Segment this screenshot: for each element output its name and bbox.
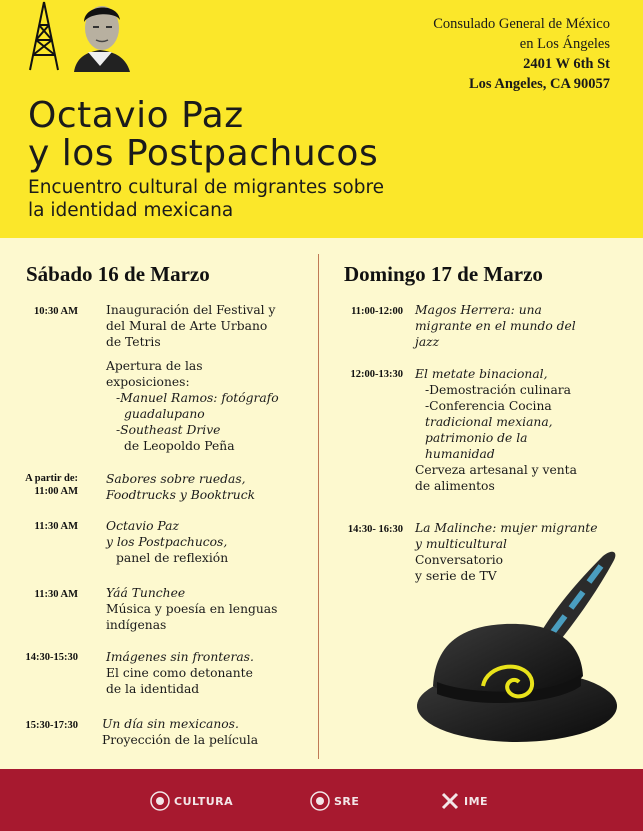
event-line: de Tetris: [106, 335, 161, 349]
event-line: Apertura de las: [106, 359, 203, 373]
octavio-paz-photo: [20, 0, 160, 72]
street-address: 2401 W 6th St: [523, 56, 610, 72]
event-line: de Leopoldo Peña: [124, 439, 235, 453]
event-time: 11:00-12:00: [351, 306, 403, 317]
eagle-seal-icon: [310, 791, 330, 811]
event-line: Yáá Tunchee: [106, 586, 186, 600]
page-subtitle: [28, 176, 384, 222]
event-line: tradicional mexiana,: [425, 415, 553, 429]
portrait-icon: [74, 6, 130, 72]
consulate-address-block: [433, 14, 610, 94]
event-line: -Conferencia Cocina: [425, 399, 552, 413]
eagle-seal-icon: [150, 791, 170, 811]
saturday-heading: Sábado 16 de Marzo: [26, 262, 210, 286]
event-time: 14:30- 16:30: [347, 524, 403, 535]
event-description: [415, 366, 577, 494]
event-line: exposiciones:: [106, 375, 190, 389]
subtitle-line-2: la identidad mexicana: [28, 200, 234, 221]
event-line: y los Postpachucos,: [106, 535, 228, 549]
event-line: y multicultural: [415, 537, 507, 551]
cultura-logo-text: CULTURA: [174, 794, 234, 808]
event-line: jazz: [415, 335, 440, 349]
event-time: 14:30-15:30: [25, 652, 78, 663]
event-line: Cerveza artesanal y venta: [415, 463, 577, 477]
event-line: de alimentos: [415, 479, 495, 493]
ime-mark-icon: [440, 791, 460, 811]
event-line: -Manuel Ramos: fotógrafo: [116, 391, 279, 405]
event-description: [415, 302, 576, 350]
consulate-city: en Los Ángeles: [519, 36, 610, 52]
event-line: migrante en el mundo del: [415, 319, 576, 333]
hat-illustration: [413, 536, 637, 758]
derrick-icon: [30, 2, 58, 70]
event-line: del Mural de Arte Urbano: [106, 319, 268, 333]
event-description: [106, 518, 228, 566]
event-description: [102, 716, 258, 748]
event-line: -Demostración culinara: [425, 383, 572, 397]
event-description: [106, 358, 279, 454]
event-line: Magos Herrera: una: [415, 303, 542, 317]
city-address: Los Angeles, CA 90057: [469, 76, 610, 92]
event-line: y serie de TV: [415, 569, 497, 583]
event-line: El cine como detonante: [106, 666, 253, 680]
event-time: 12:00-13:30: [350, 369, 403, 380]
event-description: [106, 649, 254, 697]
sre-logo-text: SRE: [334, 794, 360, 808]
event-time-line: A partir de:: [25, 473, 78, 484]
event-description: [106, 585, 277, 633]
event-line: Música y poesía en lenguas: [106, 602, 278, 616]
sre-logo: [310, 789, 359, 813]
event-description: [106, 471, 255, 503]
event-line: La Malinche: mujer migrante: [415, 521, 598, 535]
event-line: de la identidad: [106, 682, 200, 696]
event-line: Inauguración del Festival y: [106, 303, 276, 317]
event-line: Foodtrucks y Booktruck: [106, 488, 256, 502]
title-line-2: y los Postpachucos: [28, 133, 379, 174]
header-banner: [0, 0, 643, 238]
event-line: -Southeast Drive: [116, 423, 221, 437]
event-line: indígenas: [106, 618, 167, 632]
event-line: Un día sin mexicanos.: [102, 717, 239, 731]
event-time-line: 11:00 AM: [34, 486, 78, 497]
consulate-name: Consulado General de México: [433, 16, 610, 32]
ime-logo-text: IME: [464, 794, 489, 808]
event-time: 11:30 AM: [34, 521, 78, 532]
footer-bar: [0, 769, 643, 831]
event-line: Conversatorio: [415, 553, 504, 567]
cultura-logo: [150, 789, 233, 813]
title-line-1: Octavio Paz: [28, 95, 244, 136]
event-line: Proyección de la película: [102, 733, 259, 747]
event-line: Imágenes sin fronteras.: [106, 650, 254, 664]
event-time: 15:30-17:30: [25, 720, 78, 731]
event-line: guadalupano: [124, 407, 205, 421]
subtitle-line-1: Encuentro cultural de migrantes sobre: [28, 177, 385, 198]
event-line: El metate binacional,: [415, 367, 548, 381]
event-line: Sabores sobre ruedas,: [106, 472, 246, 486]
event-line: humanidad: [425, 447, 495, 461]
sunday-heading: Domingo 17 de Marzo: [344, 262, 543, 286]
event-line: panel de reflexión: [116, 551, 229, 565]
event-time: [10, 472, 78, 498]
page-title: [28, 97, 378, 173]
event-line: patrimonio de la: [425, 431, 528, 445]
column-divider: [318, 254, 319, 759]
event-time: 10:30 AM: [33, 306, 78, 317]
event-description: [106, 302, 275, 350]
event-time: 11:30 AM: [34, 589, 78, 600]
event-line: Octavio Paz: [106, 519, 179, 533]
ime-logo: [440, 789, 488, 813]
